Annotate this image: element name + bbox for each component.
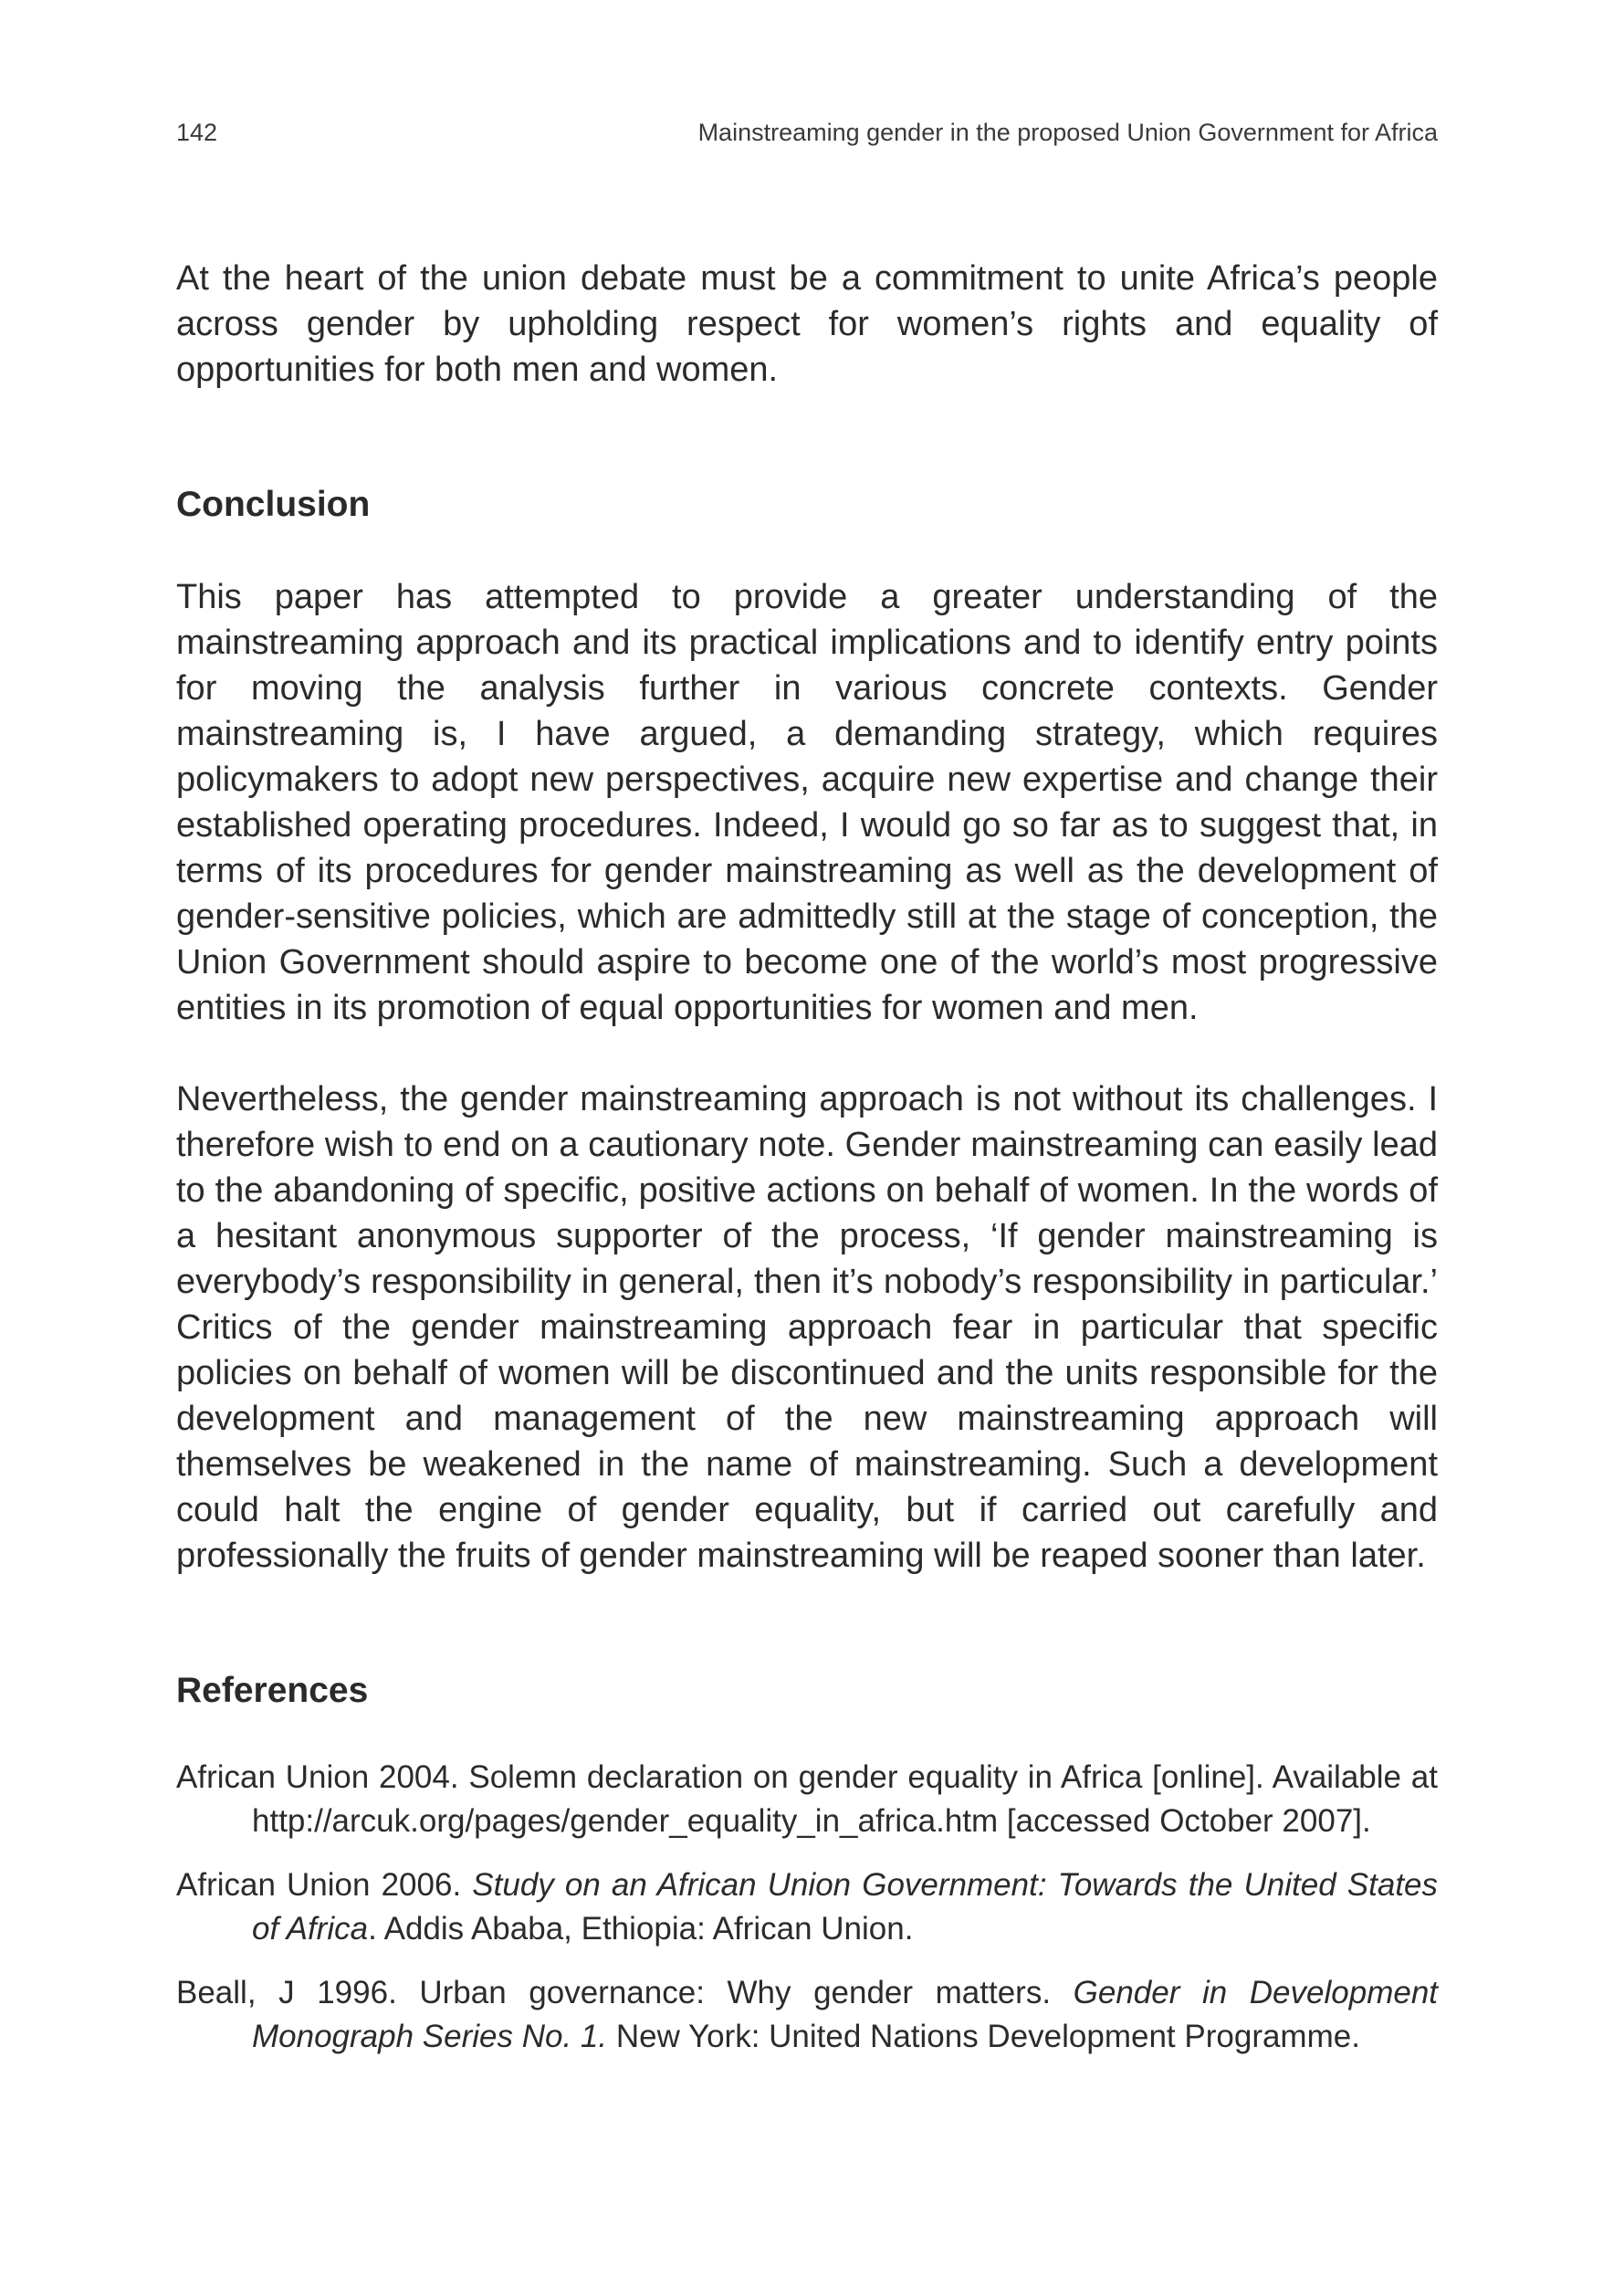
document-page (176, 119, 1438, 2079)
reference-list (176, 1756, 1438, 2059)
intro-paragraph: At the heart of the union debate must be a commitment to unite Africa’s people across gender by upholding respect for women’s rights and equality of opportunities for both men and women. (176, 259, 1438, 389)
conclusion-paragraph-2: Nevertheless, the gender mainstreaming approach is not without its challenges. I therefore wish to end on a cautionary note. Gender mainstreaming can easily lead to the abandoning of specific, positive actions on behalf of women. In the words of a hesitant anonymous supporter of the process, ‘If gender mainstreaming is everybody’s responsibility in general, then it’s nobody’s responsibility in particular.’ Critics of the gender mainstreaming approach fear in particular that specific policies on behalf of women will be discontinued and the units responsible for the development and management of the new mainstreaming approach will themselves be weakened in the name of mainstreaming. Such a development could halt the engine of gender equality, but if carried out carefully and professionally the fruits of gender mainstreaming will be reaped sooner than later. (176, 1080, 1438, 1575)
reference-text-after: . Addis Ababa, Ethiopia: African Union. (368, 1911, 914, 1947)
conclusion-paragraph-1: This paper has attempted to provide a greater understanding of the mainstreaming approach and its practical implications and to identify entry points for moving the analysis further in various concrete contexts. Gender mainstreaming is, I have argued, a demanding strategy, which requires policymakers to adopt new perspectives, acquire new expertise and change their established operating procedures. Indeed, I would go so far as to suggest that, in terms of its procedures for gender mainstreaming as well as the development of gender-sensitive policies, which are admittedly still at the stage of conception, the Union Government should aspire to become one of the world’s most progressive entities in its promotion of equal opportunities for women and men. (176, 578, 1438, 1027)
reference-item (176, 1756, 1438, 1843)
reference-item (176, 1971, 1438, 2059)
reference-item (176, 1863, 1438, 1951)
page-number: 142 (176, 119, 218, 146)
running-header (176, 119, 1438, 155)
reference-text: African Union 2006. (176, 1867, 473, 1903)
reference-text: Beall, J 1996. Urban governance: Why gender matters. (176, 1975, 1074, 2010)
reference-italic: Gender in Development Monograph Series No. 1. (252, 1975, 1439, 2054)
conclusion-heading: Conclusion (176, 485, 371, 524)
reference-text-after: New York: United Nations Development Programme. (607, 2019, 1360, 2054)
reference-italic: Study on an African Union Government: Towards the United States of Africa (252, 1867, 1439, 1947)
reference-text: African Union 2004. Solemn declaration on gender equality in Africa [online]. Available at http://arcuk.org/pages/gender_equality_in_africa.htm [accessed October 2007]. (176, 1759, 1438, 1839)
references-heading: References (176, 1671, 369, 1710)
running-title: Mainstreaming gender in the proposed Union Government for Africa (697, 119, 1438, 146)
